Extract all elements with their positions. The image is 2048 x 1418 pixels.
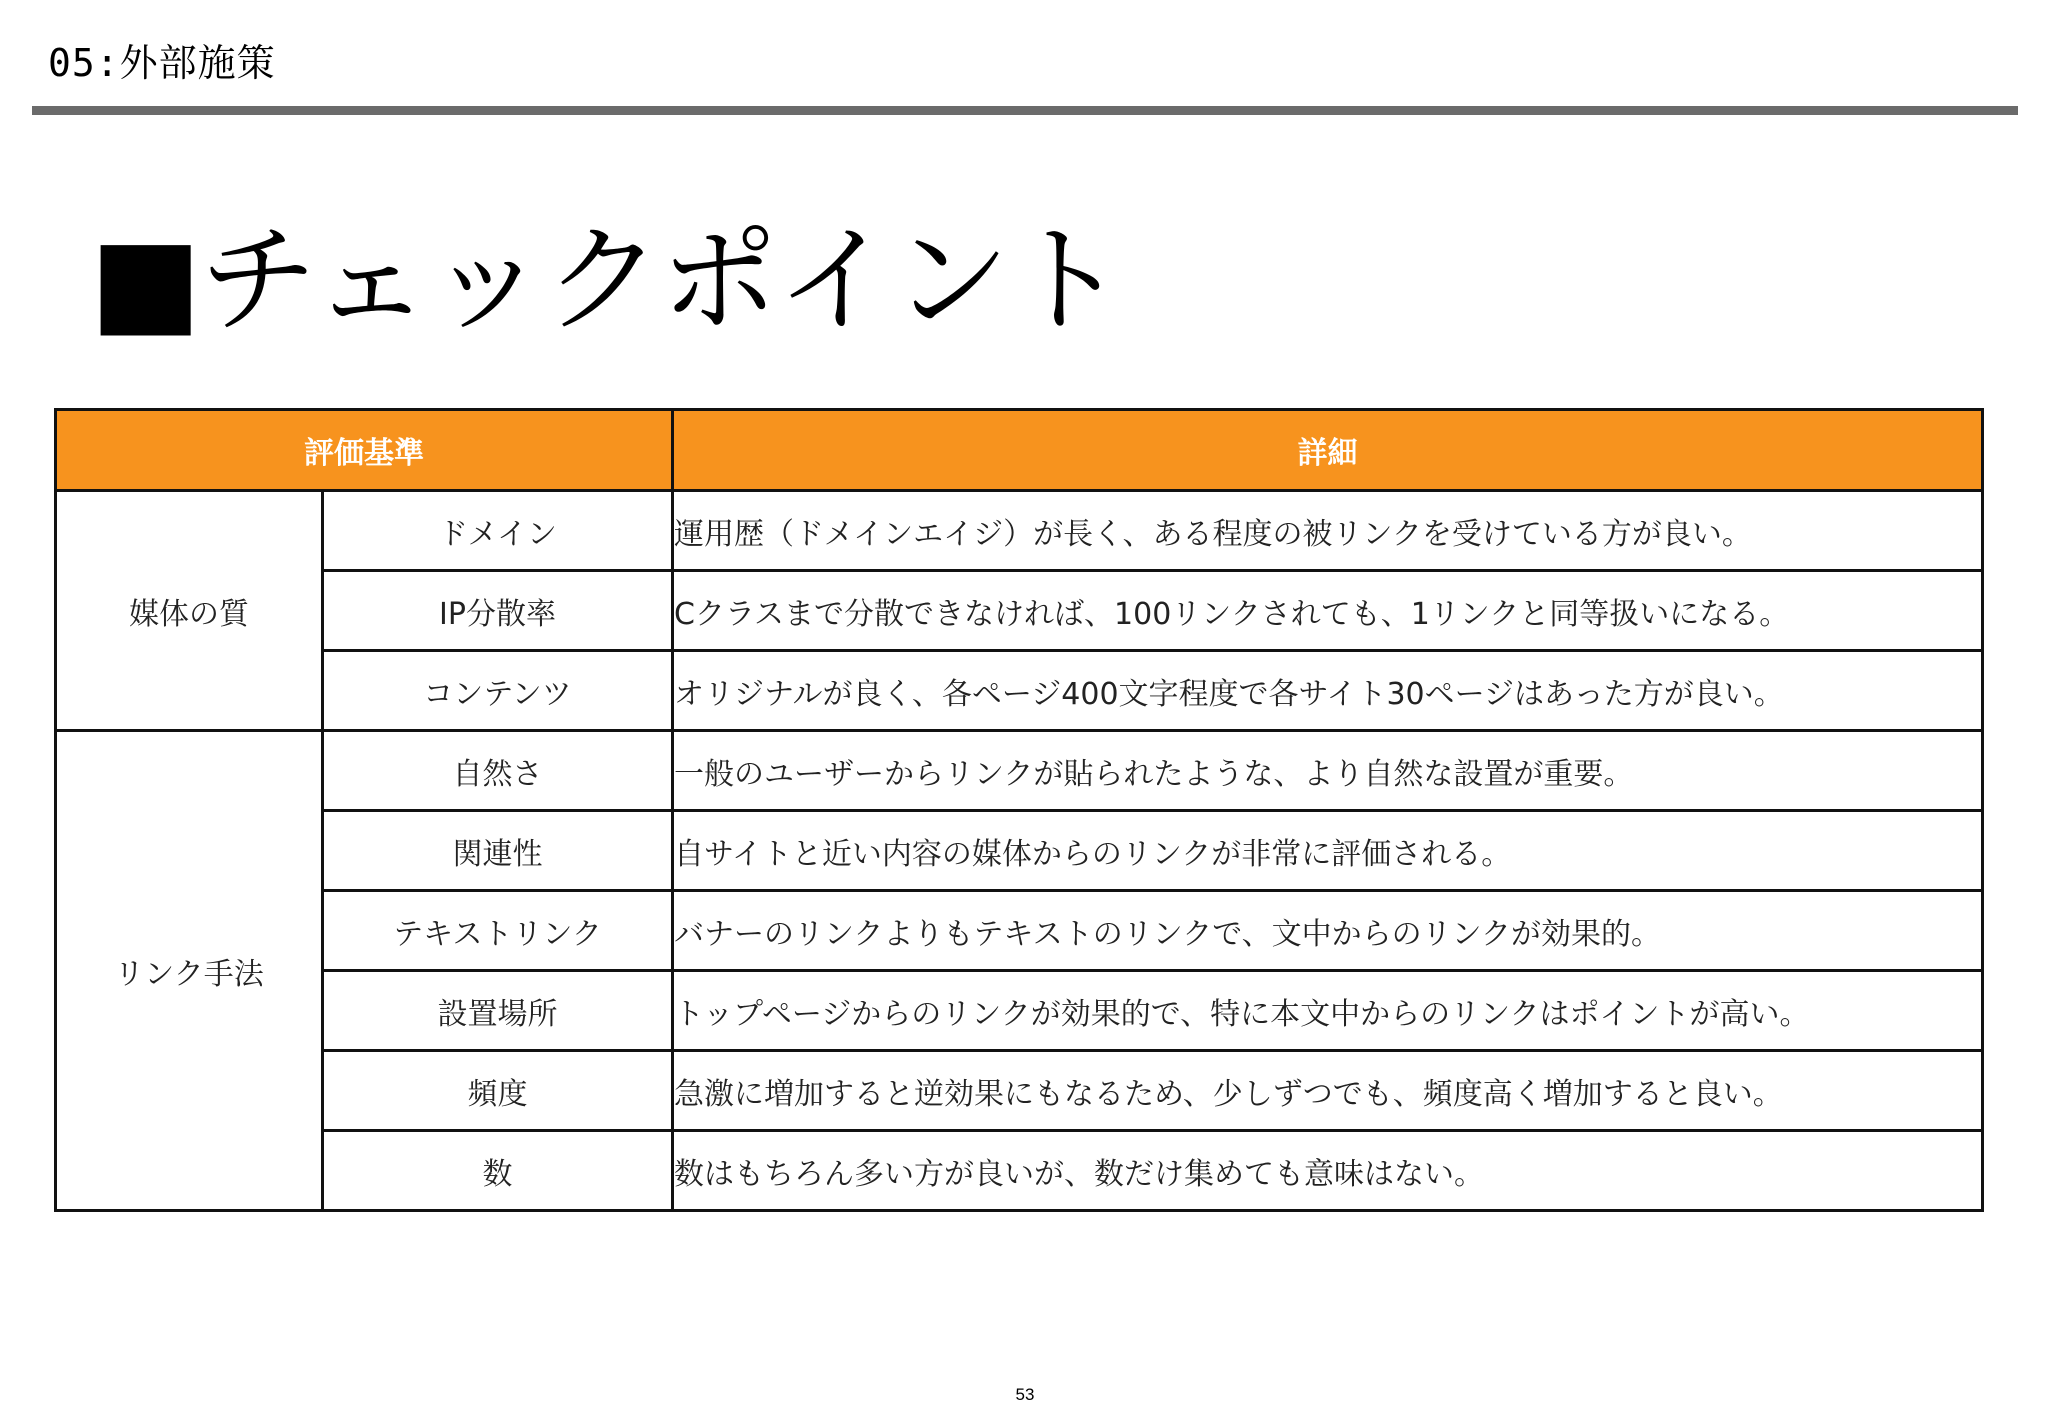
detail-cell: 自サイトと近い内容の媒体からのリンクが非常に評価される。 bbox=[673, 811, 1983, 891]
criterion-cell: コンテンツ bbox=[323, 651, 673, 731]
table-row bbox=[56, 571, 1983, 651]
page-number: 53 bbox=[1015, 1385, 1035, 1404]
checkpoint-table bbox=[54, 408, 1984, 1212]
criterion-cell: テキストリンク bbox=[323, 891, 673, 971]
section-label: 05:外部施策 bbox=[48, 41, 276, 85]
detail-cell: 運用歴（ドメインエイジ）が長く、ある程度の被リンクを受けている方が良い。 bbox=[673, 491, 1983, 571]
header-rule bbox=[32, 106, 2018, 115]
detail-cell: オリジナルが良く、各ページ400文字程度で各サイト30ページはあった方が良い。 bbox=[673, 651, 1983, 731]
table-row bbox=[56, 651, 1983, 731]
table-row bbox=[56, 1131, 1983, 1211]
criterion-cell: IP分散率 bbox=[323, 571, 673, 651]
group-media-quality: 媒体の質 bbox=[56, 491, 323, 731]
detail-cell: Cクラスまで分散できなければ、100リンクされても、1リンクと同等扱いになる。 bbox=[673, 571, 1983, 651]
detail-cell: 数はもちろん多い方が良いが、数だけ集めても意味はない。 bbox=[673, 1131, 1983, 1211]
detail-cell: 急激に増加すると逆効果にもなるため、少しずつでも、頻度高く増加すると良い。 bbox=[673, 1051, 1983, 1131]
criterion-cell: 頻度 bbox=[323, 1051, 673, 1131]
table-row bbox=[56, 1051, 1983, 1131]
detail-cell: 一般のユーザーからリンクが貼られたような、より自然な設置が重要。 bbox=[673, 731, 1983, 811]
table-row bbox=[56, 811, 1983, 891]
criterion-cell: 関連性 bbox=[323, 811, 673, 891]
table-row bbox=[56, 491, 1983, 571]
table-row bbox=[56, 891, 1983, 971]
criterion-cell: 自然さ bbox=[323, 731, 673, 811]
header-criteria: 評価基準 bbox=[56, 410, 673, 491]
header-detail: 詳細 bbox=[673, 410, 1983, 491]
group-link-method: リンク手法 bbox=[56, 731, 323, 1211]
page-title: ■チェックポイント bbox=[90, 211, 1124, 349]
table-header-row bbox=[56, 410, 1983, 491]
criterion-cell: ドメイン bbox=[323, 491, 673, 571]
criterion-cell: 数 bbox=[323, 1131, 673, 1211]
detail-cell: バナーのリンクよりもテキストのリンクで、文中からのリンクが効果的。 bbox=[673, 891, 1983, 971]
table-row bbox=[56, 971, 1983, 1051]
detail-cell: トップページからのリンクが効果的で、特に本文中からのリンクはポイントが高い。 bbox=[673, 971, 1983, 1051]
table-row bbox=[56, 731, 1983, 811]
criterion-cell: 設置場所 bbox=[323, 971, 673, 1051]
